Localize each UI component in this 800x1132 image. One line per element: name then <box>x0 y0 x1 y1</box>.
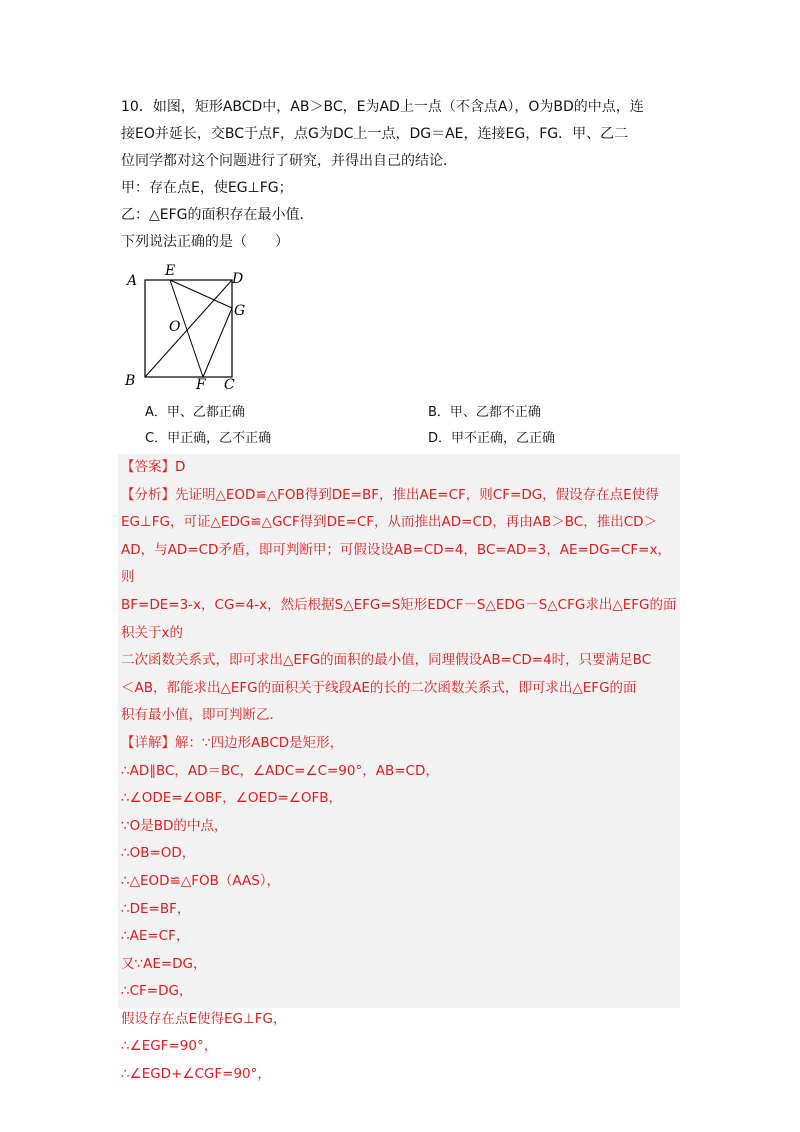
answer-section <box>121 454 679 1089</box>
label-c: C <box>224 377 235 392</box>
answer-line: 【答案】D <box>121 459 186 475</box>
label-d: D <box>232 271 244 287</box>
detail-line: 又∵AE=DG， <box>121 955 207 972</box>
detail-line: ∵O是BD的中点， <box>121 817 228 834</box>
label-a: A <box>127 273 138 289</box>
detail-line: ∴DE=BF， <box>121 900 191 917</box>
analysis-line: EG⊥FG，可证△EDG≌△GCF得到DE=CF，从而推出AD=CD，再由AB＞BC，推出CD＞ <box>121 514 658 531</box>
question-line: 接EO并延长，交BC于点F，点G为DC上一点，DG＝AE，连接EG，FG．甲、乙二 <box>121 126 629 142</box>
question-line: 甲：存在点E，使EG⊥FG； <box>121 180 293 196</box>
label-f: F <box>196 377 206 392</box>
detail-line: ∴CF=DG， <box>121 983 193 1000</box>
label-b: B <box>125 373 136 389</box>
detail-line: 【详解】解：∵四边形ABCD是矩形， <box>121 734 344 751</box>
option-a[interactable]: A．甲、乙都正确 <box>145 405 245 420</box>
detail-line: ∴∠EGD+∠CGF=90°， <box>121 1066 271 1083</box>
question-line: 下列说法正确的是（ ） <box>121 234 289 250</box>
label-e: E <box>165 263 176 279</box>
analysis-line: BF=DE=3-x，CG=4-x，然后根据S△EFG=S矩形EDCF－S△EDG－S△CFG求出△EFG的面积关于x的 <box>121 596 677 641</box>
label-g: G <box>234 303 246 319</box>
detail-line: ∴∠EGF=90°， <box>121 1038 218 1055</box>
question-text <box>121 94 681 256</box>
analysis-line: 二次函数关系式，即可求出△EFG的面积的最小值，同理假设AB=CD=4时，只要满足BC <box>121 652 652 669</box>
detail-line: ∴AD∥BC，AD＝BC，∠ADC=∠C=90°，AB=CD， <box>121 762 439 779</box>
option-c[interactable]: C．甲正确，乙不正确 <box>145 431 272 446</box>
geometry-figure <box>121 262 261 392</box>
option-b[interactable]: B．甲、乙都不正确 <box>428 405 541 420</box>
analysis-line: AD，与AD=CD矛盾，即可判断甲；可假设设AB=CD=4，BC=AD=3，AE=DG=CF=x，则 <box>121 541 671 586</box>
detail-line: ∴△EOD≌△FOB（AAS）， <box>121 872 281 889</box>
detail-line: 假设存在点E使得EG⊥FG， <box>121 1010 287 1027</box>
label-o: O <box>169 319 181 335</box>
diagonal-bd <box>145 280 232 377</box>
question-line: 位同学都对这个问题进行了研究，并得出自己的结论． <box>121 153 457 169</box>
segment-fg <box>203 308 232 377</box>
segment-eg <box>170 280 232 308</box>
detail-line: ∴∠ODE=∠OBF，∠OED=∠OFB， <box>121 790 343 807</box>
analysis-line: 积有最小值，即可判断乙． <box>121 707 283 724</box>
rectangle-diagram <box>121 262 261 392</box>
analysis-line: ＜AB，都能求出△EFG的面积关于线段AE的长的二次函数关系式，即可求出△EFG的面 <box>121 679 637 696</box>
detail-line: ∴AE=CF， <box>121 928 190 945</box>
question-line: 10．如图，矩形ABCD中，AB＞BC，E为AD上一点（不含点A），O为BD的中点，连 <box>121 99 644 115</box>
detail-line: ∴OB=OD， <box>121 845 196 862</box>
analysis-line: 【分析】先证明△EOD≌△FOB得到DE=BF，推出AE=CF，则CF=DG，假设存在点E使得 <box>121 486 659 503</box>
option-d[interactable]: D．甲不正确，乙正确 <box>428 431 556 446</box>
question-line: 乙：△EFG的面积存在最小值． <box>121 207 314 223</box>
